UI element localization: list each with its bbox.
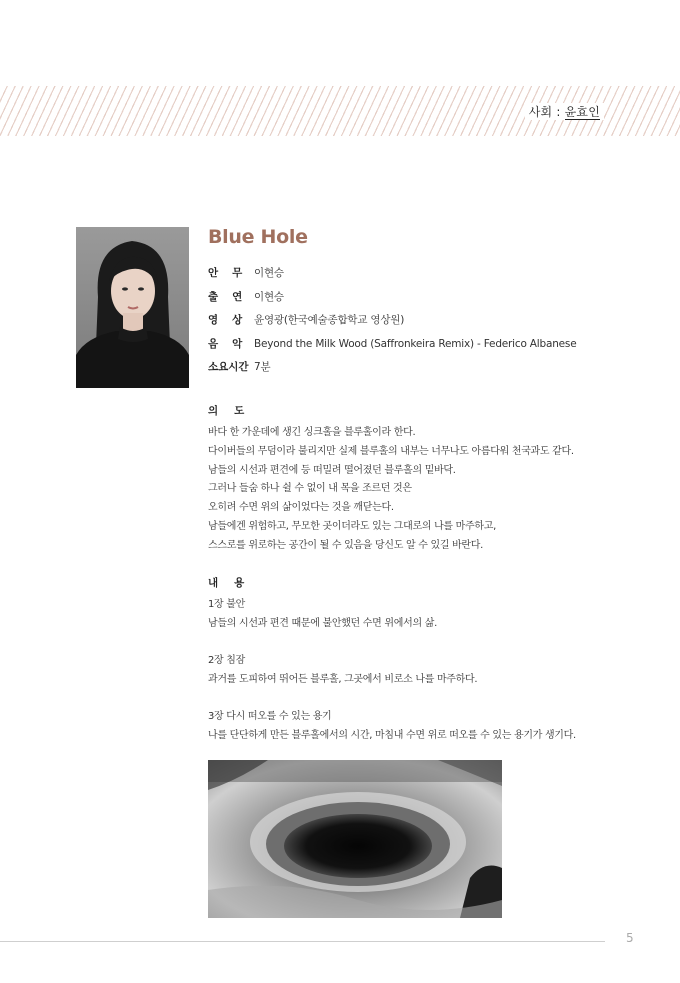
intent-heading: 의도 bbox=[208, 405, 261, 417]
scene-desc: 남들의 시선과 편견 때문에 불안했던 수면 위에서의 삶. bbox=[208, 617, 437, 629]
scene-block-1 bbox=[208, 596, 437, 634]
scene-title: 2장 침잠 bbox=[208, 655, 246, 666]
footer-divider bbox=[0, 941, 605, 942]
credit-row-performer bbox=[208, 289, 576, 313]
scene-block-3 bbox=[208, 708, 576, 746]
intent-line: 스스로를 위로하는 공간이 될 수 있음을 당신도 알 수 있길 바란다. bbox=[208, 539, 484, 551]
work-title: Blue Hole bbox=[208, 226, 308, 248]
mc-prefix: 사회 : bbox=[528, 105, 565, 119]
scene-desc: 과거를 도피하여 뛰어든 블루홀, 그곳에서 비로소 나를 마주하다. bbox=[208, 673, 478, 685]
intent-line: 그러나 들숨 하나 쉴 수 없이 내 목을 조르던 것은 bbox=[208, 483, 412, 495]
intent-line: 오히려 수면 위의 삶이었다는 것을 깨닫는다. bbox=[208, 502, 394, 514]
credit-key: 소요시간 bbox=[208, 361, 249, 373]
credit-row-video bbox=[208, 312, 576, 336]
intent-line: 남들에겐 위험하고, 무모한 곳이더라도 있는 그대로의 나를 마주하고, bbox=[208, 520, 496, 532]
content-heading: 내용 bbox=[208, 577, 261, 589]
credits-list bbox=[208, 265, 576, 383]
credit-value: 이현승 bbox=[254, 267, 284, 279]
credit-value: 이현승 bbox=[254, 290, 284, 303]
intent-paragraph bbox=[208, 424, 574, 556]
credit-key: 안무 bbox=[208, 267, 257, 279]
mc-name: 윤효인 bbox=[564, 105, 600, 119]
credit-row-music bbox=[208, 336, 576, 360]
scene-title: 3장 다시 떠오를 수 있는 용기 bbox=[208, 711, 332, 722]
intent-line: 바다 한 가운데에 생긴 싱크홀을 블루홀이라 한다. bbox=[208, 427, 416, 438]
choreographer-portrait bbox=[76, 227, 189, 388]
credit-value: Beyond the Milk Wood (Saffronkeira Remix) - Federico Albanese bbox=[254, 337, 577, 350]
credit-row-choreography bbox=[208, 265, 576, 289]
credit-key: 음악 bbox=[208, 337, 257, 350]
credit-value: 7분 bbox=[254, 361, 271, 373]
credit-row-duration bbox=[208, 359, 576, 383]
credit-key: 영상 bbox=[208, 314, 257, 326]
intent-line: 남들의 시선과 편견에 등 떠밀려 떨어졌던 블루홀의 밑바닥. bbox=[208, 464, 456, 476]
scene-desc: 나를 단단하게 만든 블루홀에서의 시간, 마침내 수면 위로 떠오를 수 있는 용기가 생기다. bbox=[208, 729, 576, 741]
credit-value: 윤영광(한국예술종합학교 영상원) bbox=[254, 314, 405, 326]
credit-key: 출연 bbox=[208, 290, 257, 303]
scene-block-2 bbox=[208, 652, 477, 690]
mc-credit bbox=[525, 103, 604, 120]
page-number: 5 bbox=[626, 931, 634, 945]
blue-hole-photo bbox=[208, 760, 502, 918]
intent-line: 다이버들의 무덤이라 불리지만 실제 블루홀의 내부는 너무나도 아름다워 천국과도 같다. bbox=[208, 445, 574, 457]
scene-title: 1장 불안 bbox=[208, 599, 246, 610]
